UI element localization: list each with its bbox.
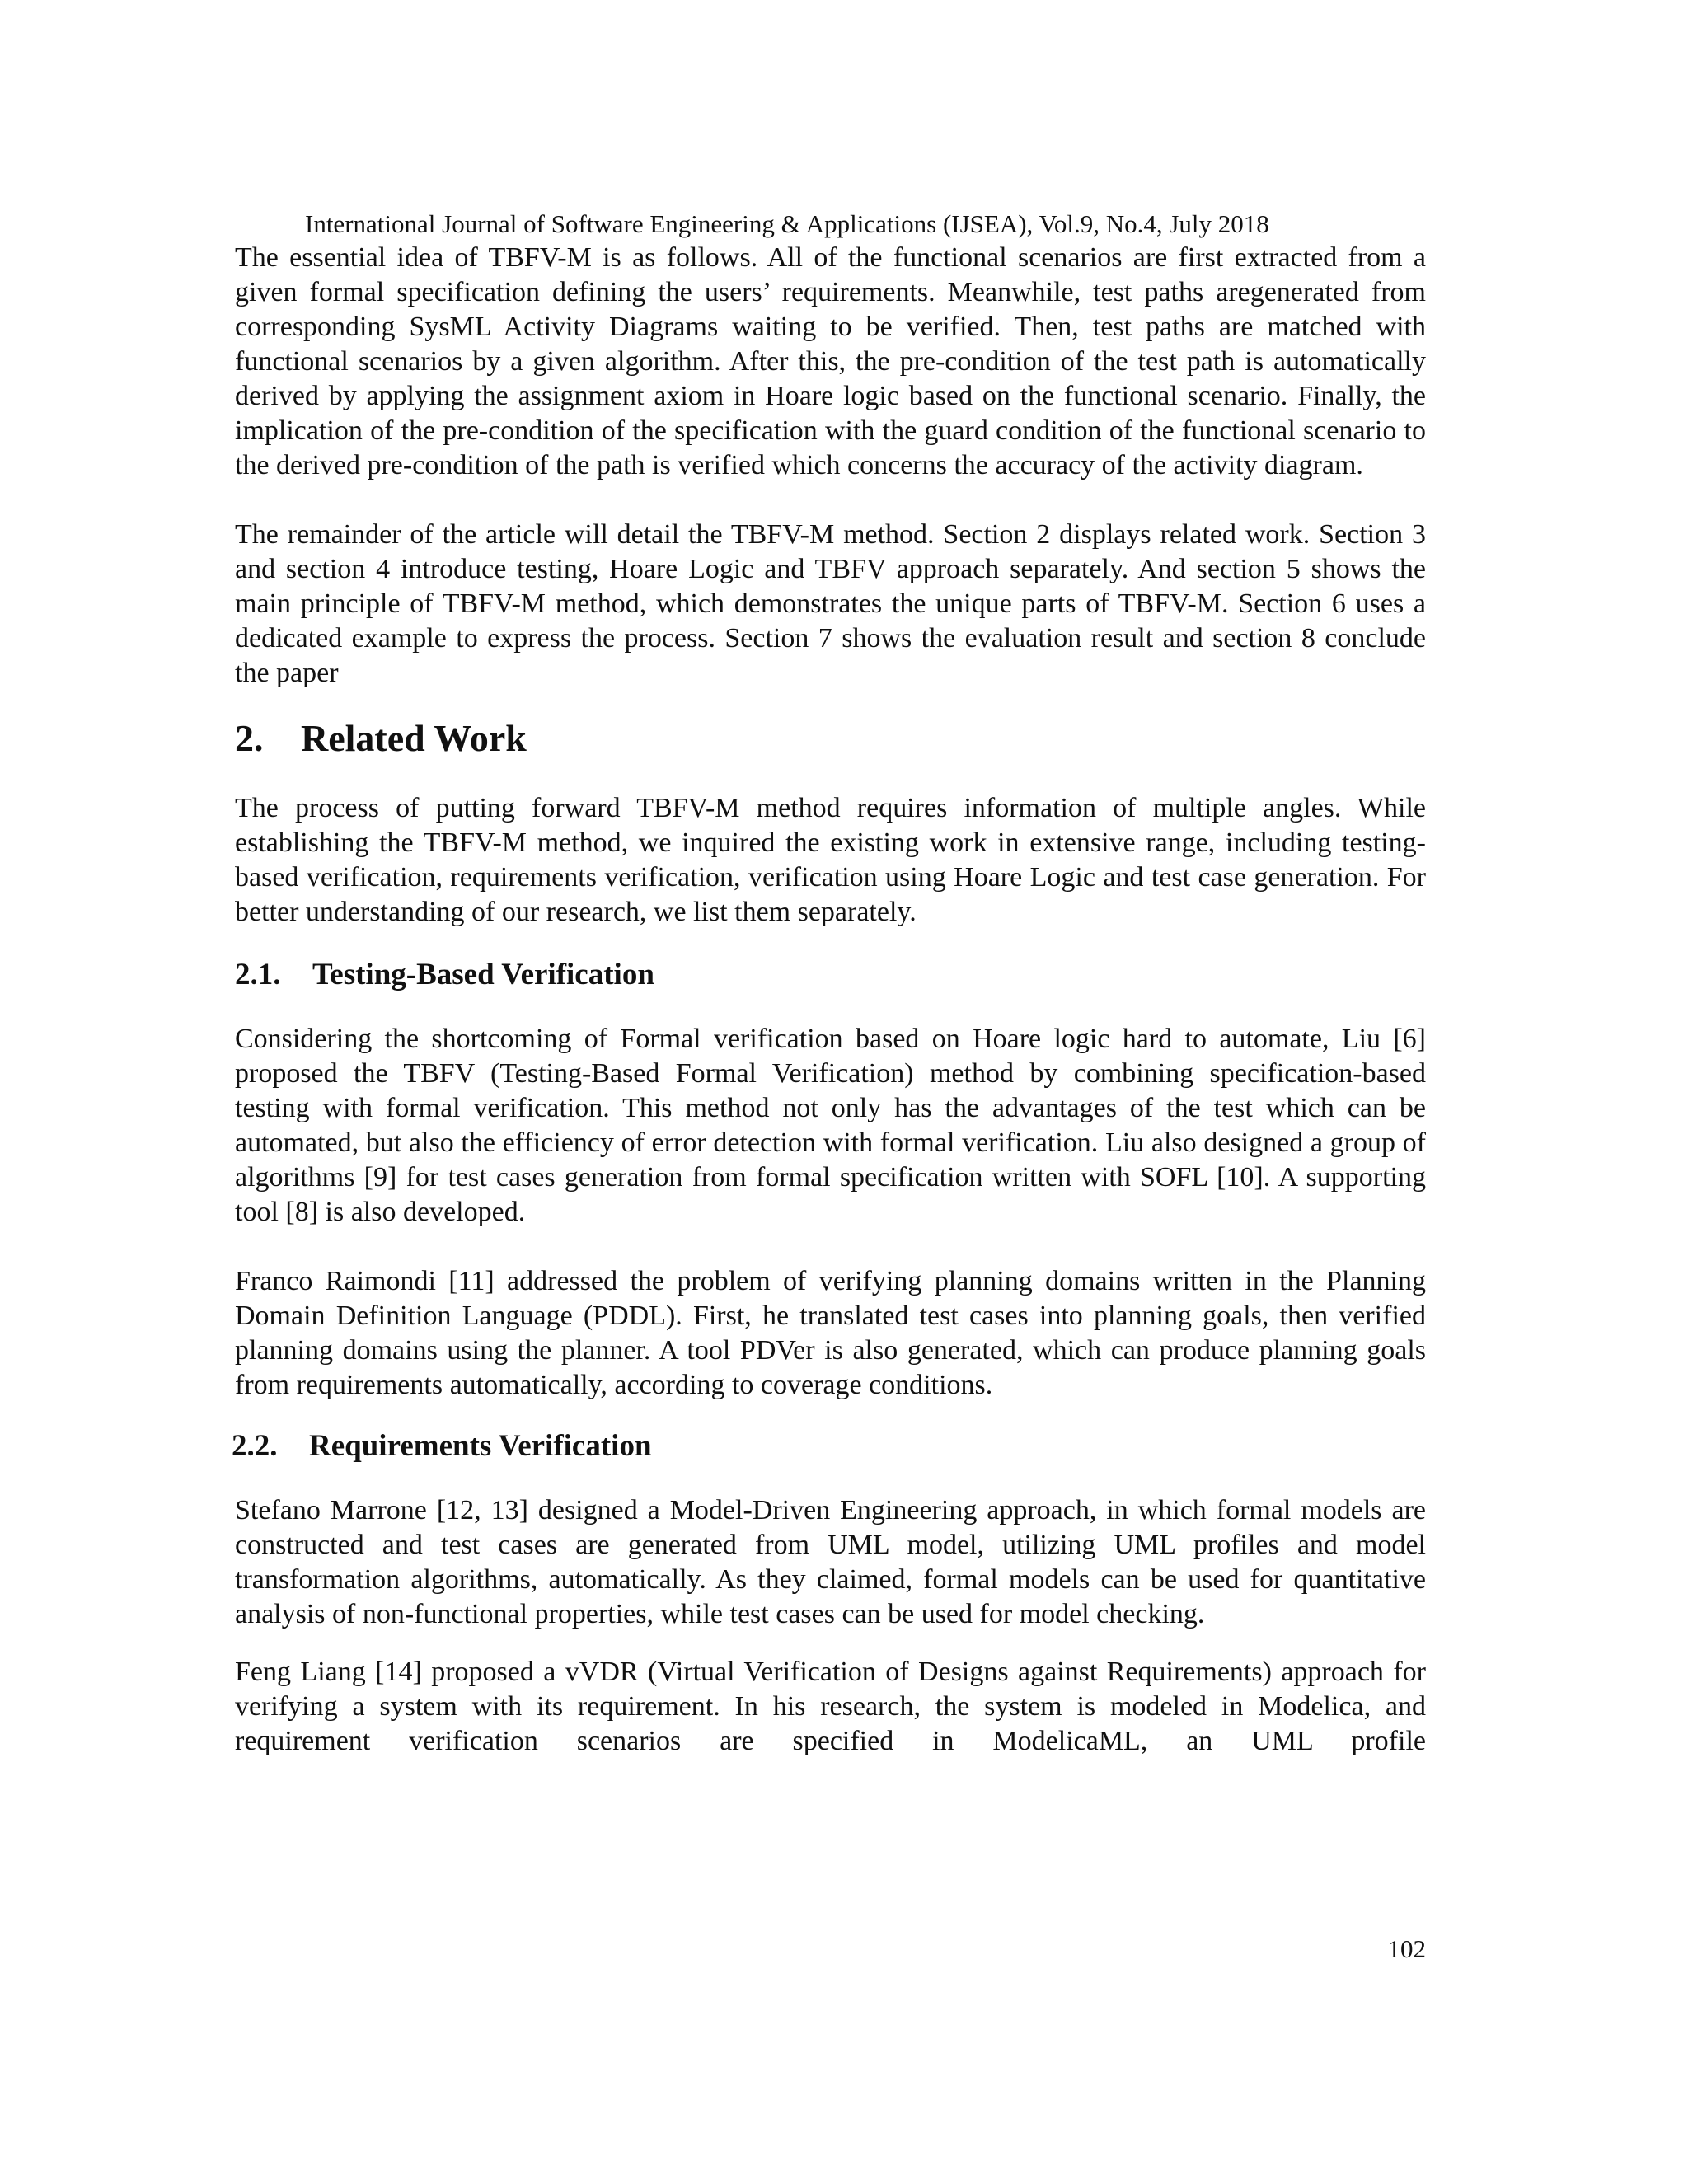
subsection-number: 2.2. bbox=[232, 1429, 278, 1463]
subsection-title: Testing-Based Verification bbox=[312, 958, 654, 991]
paragraph-gap bbox=[235, 483, 1426, 518]
paragraph-gap bbox=[235, 1230, 1426, 1264]
subsection-heading-requirements-verification bbox=[232, 1427, 1426, 1465]
testing-based-paragraph-1: Considering the shortcoming of Formal verification based on Hoare logic hard to automate, Liu [6] proposed the TBFV (Testing-Based Formal Verification) method by combining specification-based testing with formal verification. This method not only has the advantages of the test which can be automated, but also the efficiency of error detection with formal verification. Liu also designed a group of algorithms [9] for test cases generation from formal specification written with SOFL [10]. A supporting tool [8] is also developed. bbox=[235, 1024, 1426, 1227]
page-body bbox=[232, 241, 1426, 1759]
related-work-paragraph: The process of putting forward TBFV-M method requires information of multiple angles. While establishing the TBFV-M method, we inquired the existing work in extensive range, including testing-based verification, requirements verification, verification using Hoare Logic and test case generation. For better understanding of our research, we list them separately. bbox=[235, 793, 1426, 927]
subsection-title: Requirements Verification bbox=[309, 1429, 652, 1463]
requirements-paragraph-1: Stefano Marrone [12, 13] designed a Model-Driven Engineering approach, in which formal models are constructed and test cases are generated from UML model, utilizing UML profiles and model transformation algorithms, automatically. As they claimed, formal models can be used for quantitative analysis of non-functional properties, while test cases can be used for model checking. bbox=[235, 1495, 1426, 1629]
section-title: Related Work bbox=[301, 717, 527, 759]
running-header: International Journal of Software Engineering & Applications (IJSEA), Vol.9, No.4, July 2018 bbox=[305, 209, 1269, 238]
section-heading-related-work bbox=[235, 715, 1426, 762]
intro-paragraph-1: The essential idea of TBFV-M is as follows. All of the functional scenarios are first extracted from a given formal specification defining the users’ requirements. Meanwhile, test paths aregenerated from corresponding SysML Activity Diagrams waiting to be verified. Then, test paths are matched with functional scenarios by a given algorithm. After this, the pre-condition of the test path is automatically derived by applying the assignment axiom in Hoare logic based on the functional scenario. Finally, the implication of the pre-condition of the specification with the guard condition of the functional scenario to the derived pre-condition of the path is verified which concerns the accuracy of the activity diagram. bbox=[235, 242, 1426, 480]
intro-paragraph-2: The remainder of the article will detail the TBFV-M method. Section 2 displays related work. Section 3 and section 4 introduce testing, Hoare Logic and TBFV approach separately. And section 5 shows the main principle of TBFV-M method, which demonstrates the unique parts of TBFV-M. Section 6 uses a dedicated example to express the process. Section 7 shows the evaluation result and section 8 conclude the paper bbox=[235, 519, 1426, 688]
subsection-number: 2.1. bbox=[235, 958, 281, 991]
testing-based-paragraph-2: Franco Raimondi [11] addressed the problem of verifying planning domains written in the Planning Domain Definition Language (PDDL). First, he translated test cases into planning goals, then verified planning domains using the planner. A tool PDVer is also generated, which can produce planning goals from requirements automatically, according to coverage conditions. bbox=[235, 1266, 1426, 1400]
section-number: 2. bbox=[235, 717, 264, 759]
page-number: 102 bbox=[1387, 1934, 1426, 1963]
requirements-paragraph-2: Feng Liang [14] proposed a vVDR (Virtual Verification of Designs against Requirements) approach for verifying a system with its requirement. In his research, the system is modeled in Modelica, and requirement verification scenarios are specified in ModelicaML, an UML profile bbox=[235, 1657, 1426, 1756]
subsection-heading-testing-based-verification bbox=[235, 956, 1426, 994]
